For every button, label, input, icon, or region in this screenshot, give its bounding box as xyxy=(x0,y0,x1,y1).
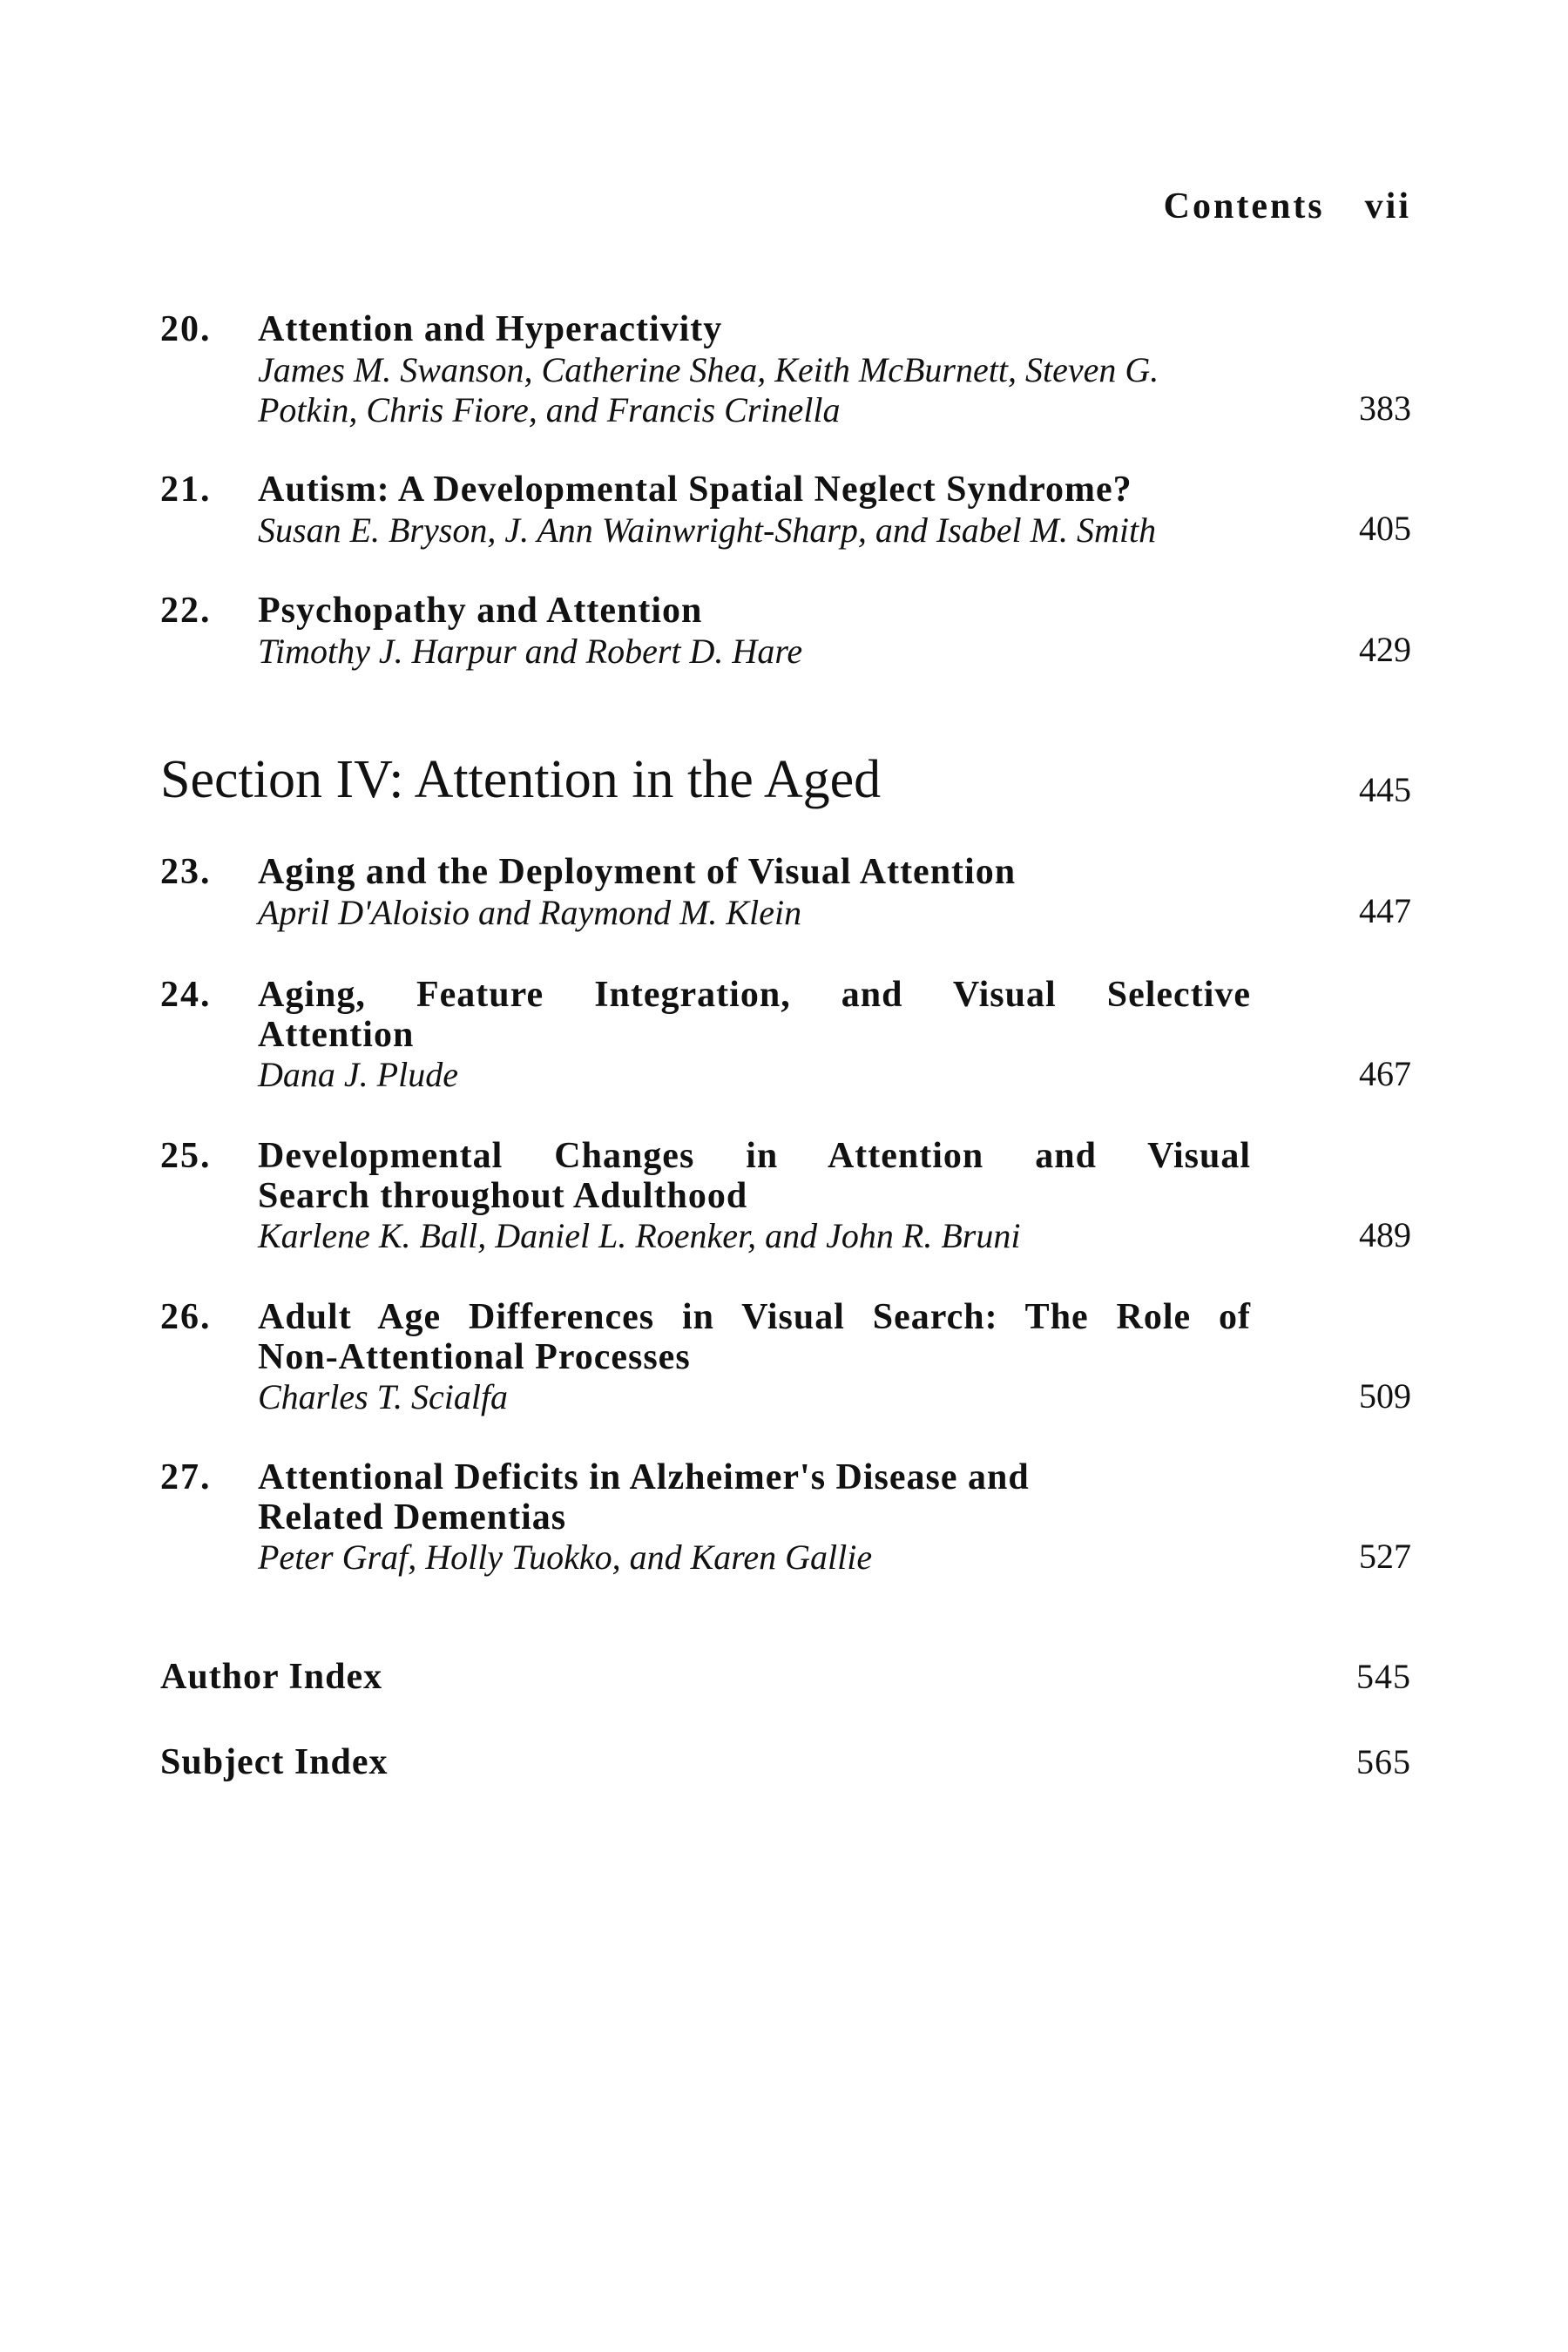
entry-authors xyxy=(258,632,1251,672)
author-index-entry xyxy=(160,1657,1411,1697)
entry-authors-line: James M. Swanson, Catherine Shea, Keith McBurnett, Steven G. xyxy=(258,350,1159,389)
entry-number: 24. xyxy=(160,975,212,1015)
entry-authors xyxy=(258,350,1251,430)
entry-title: Autism: A Developmental Spatial Neglect Syndrome? xyxy=(258,470,1132,510)
running-head xyxy=(1164,186,1411,227)
entry-page-number: 527 xyxy=(1359,1537,1411,1576)
toc-entry-22 xyxy=(160,590,1411,672)
entry-title: Attention and Hyperactivity xyxy=(258,309,723,349)
entry-number: 25. xyxy=(160,1136,212,1176)
toc-entry-21 xyxy=(160,469,1411,551)
entry-authors xyxy=(258,893,1251,933)
entry-number: 26. xyxy=(160,1297,212,1337)
entry-title-line: Related Dementias xyxy=(258,1497,567,1538)
entry-title-line: Search throughout Adulthood xyxy=(258,1176,748,1216)
index-label: Author Index xyxy=(160,1657,383,1697)
entry-title-line: Attention xyxy=(258,1015,415,1055)
entry-authors-line: Peter Graf, Holly Tuokko, and Karen Gallie xyxy=(258,1538,873,1577)
entry-page-number: 383 xyxy=(1359,389,1411,428)
toc-entry-24 xyxy=(160,974,1411,1095)
entry-title-line: Adult Age Differences in Visual Search: The Role of xyxy=(258,1297,1251,1337)
entry-title-line: Aging, Feature Integration, and Visual Selective xyxy=(258,975,1251,1015)
section-title: Section IV: Attention in the Aged xyxy=(160,750,882,809)
entry-number: 23. xyxy=(160,852,212,892)
entry-page-number: 429 xyxy=(1359,630,1411,669)
entry-number: 20. xyxy=(160,309,212,349)
entry-title xyxy=(258,975,1251,1055)
toc-entry-20 xyxy=(160,308,1411,430)
entry-authors xyxy=(258,1538,1251,1578)
entry-number: 21. xyxy=(160,470,212,510)
subject-index-entry xyxy=(160,1742,1411,1782)
entry-number: 27. xyxy=(160,1457,212,1497)
index-label: Subject Index xyxy=(160,1742,389,1782)
entry-title: Psychopathy and Attention xyxy=(258,591,703,631)
entry-authors-line: April D'Aloisio and Raymond M. Klein xyxy=(258,893,802,932)
entry-title: Aging and the Deployment of Visual Attention xyxy=(258,852,1017,892)
entry-authors xyxy=(258,510,1251,551)
entry-page-number: 447 xyxy=(1359,891,1411,930)
entry-title-line: Non-Attentional Processes xyxy=(258,1337,691,1377)
entry-page-number: 467 xyxy=(1359,1054,1411,1093)
entry-title-line: Developmental Changes in Attention and Visual xyxy=(258,1136,1251,1176)
entry-title-line: Attentional Deficits in Alzheimer's Disease and xyxy=(258,1457,1030,1497)
entry-authors-line: Potkin, Chris Fiore, and Francis Crinella xyxy=(258,390,841,429)
entry-page-number: 509 xyxy=(1359,1376,1411,1416)
entry-title xyxy=(258,1457,1251,1538)
index-page-number: 565 xyxy=(1356,1742,1411,1781)
entry-authors-line: Charles T. Scialfa xyxy=(258,1377,509,1416)
section-heading xyxy=(160,749,1411,810)
running-head-title: Contents xyxy=(1163,186,1325,226)
entry-page-number: 489 xyxy=(1359,1215,1411,1254)
toc-entry-25 xyxy=(160,1135,1411,1256)
entry-authors xyxy=(258,1377,1251,1417)
entry-authors-line: Susan E. Bryson, J. Ann Wainwright-Sharp, and Isabel M. Smith xyxy=(258,510,1157,550)
index-page-number: 545 xyxy=(1356,1657,1411,1696)
toc-entry-27 xyxy=(160,1456,1411,1578)
entry-authors-line: Karlene K. Ball, Daniel L. Roenker, and John R. Bruni xyxy=(258,1216,1021,1255)
entry-title xyxy=(258,1136,1251,1216)
section-page-number: 445 xyxy=(1359,770,1411,809)
entry-title xyxy=(258,1297,1251,1377)
entry-authors xyxy=(258,1216,1251,1256)
toc-entry-23 xyxy=(160,851,1411,933)
entry-authors-line: Dana J. Plude xyxy=(258,1055,458,1094)
toc-entry-26 xyxy=(160,1296,1411,1417)
entry-authors xyxy=(258,1055,1251,1095)
entry-authors-line: Timothy J. Harpur and Robert D. Hare xyxy=(258,632,803,671)
entry-number: 22. xyxy=(160,591,212,631)
entry-page-number: 405 xyxy=(1359,509,1411,548)
running-head-page: vii xyxy=(1364,186,1411,226)
